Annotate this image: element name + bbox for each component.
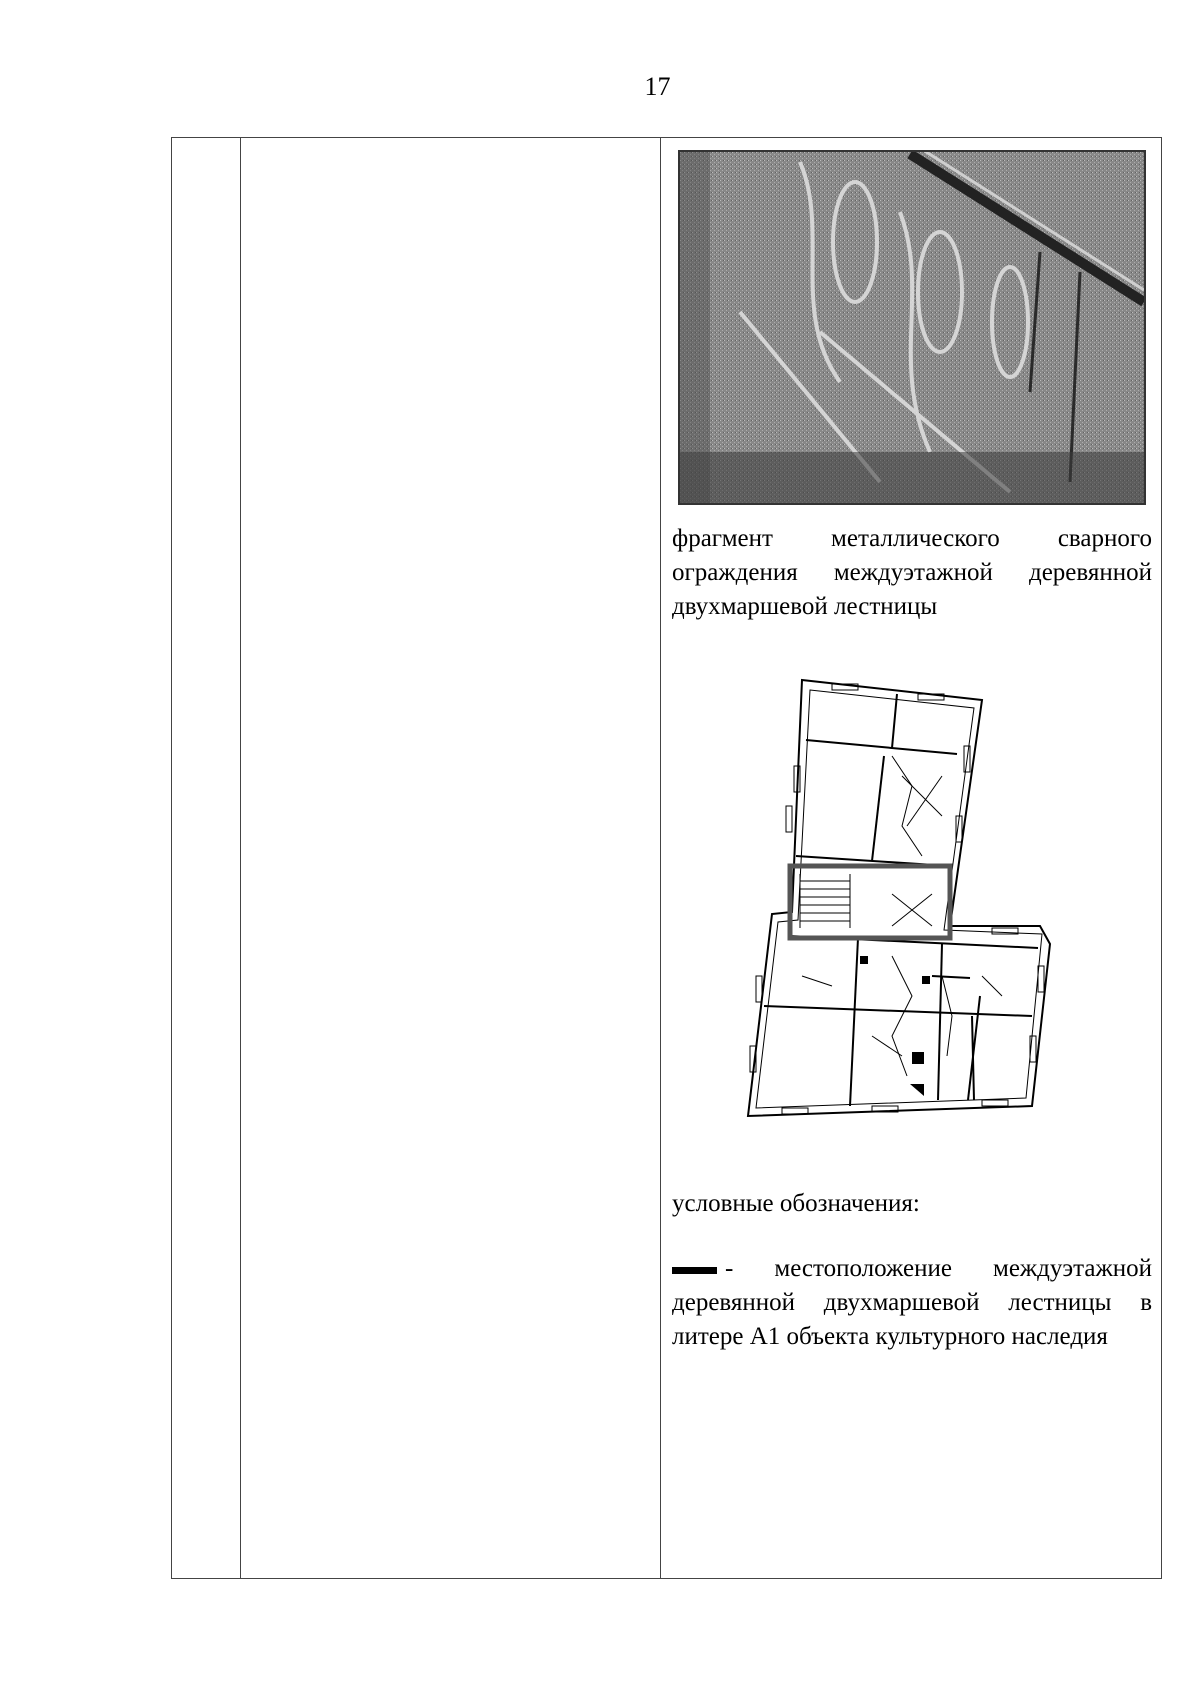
- railing-photo: [678, 150, 1146, 505]
- floor-plan-drawing: [742, 676, 1072, 1144]
- page-number: 17: [644, 72, 671, 101]
- legend-title: условные обозначения:: [672, 1190, 920, 1217]
- photo-caption: фрагмент металлического сварного ограждения междуэтажной деревянной двухмаршевой лестницы: [672, 525, 1152, 620]
- table-column-divider: [240, 138, 241, 1578]
- table-column-divider: [660, 138, 661, 1578]
- legend-entry: [672, 1252, 1152, 1354]
- legend-text: - местоположение междуэтажной деревянной двухмаршевой лестницы в литере А1 объекта культурного наследия: [672, 1255, 1152, 1350]
- thick-line-icon: [672, 1267, 717, 1274]
